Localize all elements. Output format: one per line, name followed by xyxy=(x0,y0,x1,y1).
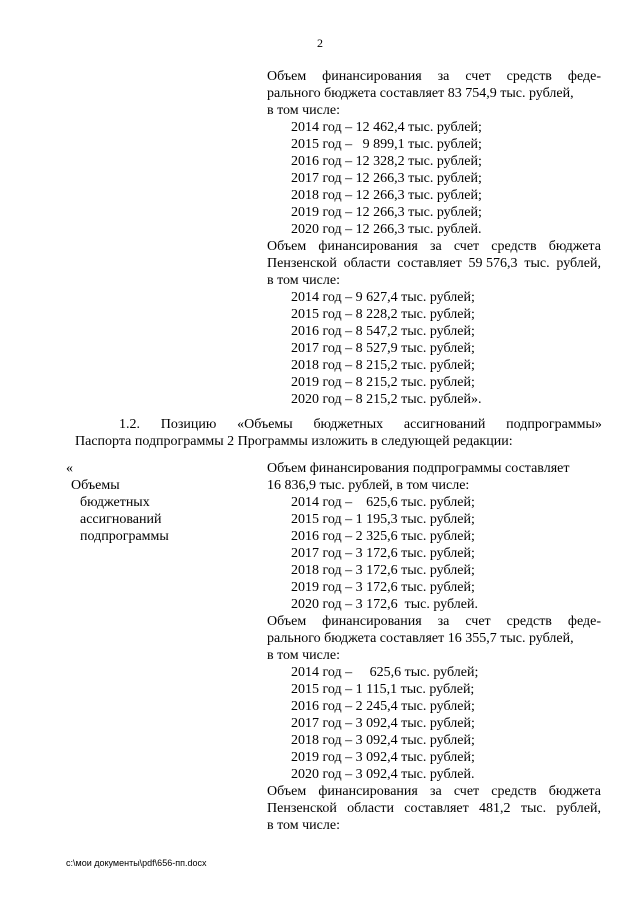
budget-allocations-label xyxy=(66,460,256,545)
justified-line: Пензенской области составляет 481,2 тыс. рублей, xyxy=(267,801,601,816)
regional-budget-block-2 xyxy=(267,783,601,834)
year-line: 2019 год – 3 092,4 тыс. рублей; xyxy=(291,750,475,765)
year-line: 2014 год – 12 462,4 тыс. рублей; xyxy=(291,120,482,135)
year-line: 2014 год – 9 627,4 тыс. рублей; xyxy=(291,290,475,305)
justified-line: Объем финансирования за счет средств бюджета xyxy=(267,784,601,799)
opening-quote: « xyxy=(66,461,73,476)
year-line: 2019 год – 8 215,2 тыс. рублей; xyxy=(291,375,475,390)
year-line: 2018 год – 3 172,6 тыс. рублей; xyxy=(291,563,475,578)
regional-budget-block-1 xyxy=(267,238,601,408)
year-line: 2019 год – 12 266,3 тыс. рублей; xyxy=(291,205,482,220)
year-line: 2017 год – 12 266,3 тыс. рублей; xyxy=(291,171,482,186)
year-line: 2018 год – 3 092,4 тыс. рублей; xyxy=(291,733,475,748)
label-line: бюджетных xyxy=(80,495,150,510)
year-line: 2017 год – 3 092,4 тыс. рублей; xyxy=(291,716,475,731)
year-line: 2015 год – 8 228,2 тыс. рублей; xyxy=(291,307,475,322)
text-line: Объем финансирования подпрограммы составляет xyxy=(267,461,570,476)
page-number: 2 xyxy=(317,36,323,50)
year-line: 2018 год – 12 266,3 тыс. рублей; xyxy=(291,188,482,203)
text-line: в том числе: xyxy=(267,103,340,118)
year-line: 2020 год – 12 266,3 тыс. рублей. xyxy=(291,222,482,237)
year-line: 2016 год – 2 325,6 тыс. рублей; xyxy=(291,529,475,544)
year-line: 2020 год – 3 092,4 тыс. рублей. xyxy=(291,767,475,782)
year-line: 2016 год – 8 547,2 тыс. рублей; xyxy=(291,324,475,339)
text-line: в том числе: xyxy=(267,648,340,663)
year-line: 2015 год – 1 115,1 тыс. рублей; xyxy=(291,682,475,697)
year-line: 2014 год – 625,6 тыс. рублей; xyxy=(291,495,475,510)
text-line: в том числе: xyxy=(267,818,340,833)
label-line: подпрограммы xyxy=(80,529,169,544)
justified-line: 1.2. Позицию «Объемы бюджетных ассигнований подпрограммы» xyxy=(119,417,602,432)
text-line: рального бюджета составляет 16 355,7 тыс. рублей, xyxy=(267,631,574,646)
year-line: 2017 год – 8 527,9 тыс. рублей; xyxy=(291,341,475,356)
justified-line: Объем финансирования за счет средств феде- xyxy=(267,69,601,84)
year-line: 2017 год – 3 172,6 тыс. рублей; xyxy=(291,546,475,561)
text-line: рального бюджета составляет 83 754,9 тыс. рублей, xyxy=(267,86,574,101)
federal-budget-block-2 xyxy=(267,613,601,783)
year-line: 2016 год – 12 328,2 тыс. рублей; xyxy=(291,154,482,169)
label-line: Объемы xyxy=(71,478,120,493)
file-path-footer: c:\мои документы\pdf\656-пп.docx xyxy=(66,858,207,868)
label-line: ассигнований xyxy=(80,512,162,527)
text-line: Паспорта подпрограммы 2 Программы изложить в следующей редакции: xyxy=(75,434,513,449)
year-line: 2014 год – 625,6 тыс. рублей; xyxy=(291,665,479,680)
year-line: 2015 год – 9 899,1 тыс. рублей; xyxy=(291,137,482,152)
year-line: 2016 год – 2 245,4 тыс. рублей; xyxy=(291,699,475,714)
year-line: 2018 год – 8 215,2 тыс. рублей; xyxy=(291,358,475,373)
year-line: 2020 год – 8 215,2 тыс. рублей». xyxy=(291,392,482,407)
year-line: 2020 год – 3 172,6 тыс. рублей. xyxy=(291,597,478,612)
federal-budget-block-1 xyxy=(267,68,601,238)
total-financing-block xyxy=(267,460,601,613)
year-line: 2015 год – 1 195,3 тыс. рублей; xyxy=(291,512,475,527)
justified-line: Объем финансирования за счет средств бюджета xyxy=(267,239,601,254)
year-line: 2019 год – 3 172,6 тыс. рублей; xyxy=(291,580,475,595)
text-line: 16 836,9 тыс. рублей, в том числе: xyxy=(267,478,470,493)
text-line: в том числе: xyxy=(267,273,340,288)
item-1-2-paragraph xyxy=(75,416,602,450)
justified-line: Пензенской области составляет 59 576,3 тыс. рублей, xyxy=(267,256,601,271)
justified-line: Объем финансирования за счет средств феде- xyxy=(267,614,601,629)
